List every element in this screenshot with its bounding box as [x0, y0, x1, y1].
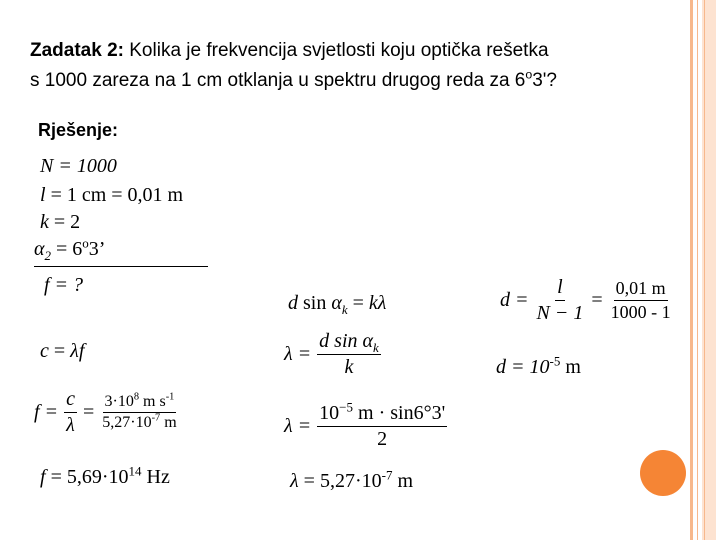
fraction: $\frac{10^{-5} m \cdot \sin 6^\circ 3'}{2}$	[319, 399, 446, 450]
given-divider	[34, 266, 208, 267]
given-alpha: $\alpha_2 = 6^o3$’	[34, 235, 106, 263]
f-result: $f = 5,69\cdot 10^{14}$ Hz	[40, 463, 170, 488]
problem-text-2-end: 3'?	[532, 70, 557, 91]
fraction: $\frac{0,01 m}{1000 - 1}$	[610, 278, 671, 322]
problem-line-2	[30, 67, 557, 92]
lambda-substitution: λ = $\frac{10^{-5} m \cdot \sin 6^\circ 3'}{2}$	[284, 399, 446, 450]
d-result: $d = 10^{-5}$ m	[496, 353, 581, 378]
fraction: $\frac{3\cdot 10^8 m s^{-1}}{5,27\cdot 10^{-7} m}$	[102, 391, 177, 431]
decor-stripe	[704, 0, 705, 540]
problem-text-2: s 1000 zareza na 1 cm otklanja u spektru drugog reda za 6	[30, 70, 526, 91]
given-N: N = 1000	[40, 155, 117, 177]
f-formula: f = $\frac{c}{\lambda}$ = $\frac{3\cdot 10^8 m s^{-1}}{5,27\cdot 10^{-7} m}$	[34, 388, 177, 436]
fraction: $\frac{d \sin \alpha_k}{k}$	[319, 330, 379, 378]
problem-line-1	[30, 40, 549, 62]
solution-heading: Rješenje:	[38, 120, 119, 140]
problem-text: Kolika je frekvencija svjetlosti koju optička rešetka	[123, 40, 549, 61]
fraction: $\frac{l}{N - 1}$	[536, 276, 584, 324]
decor-stripe	[697, 0, 698, 540]
d-formula: d = $\frac{l}{N - 1}$ = $\frac{0,01 m}{1000 - 1}$	[500, 276, 671, 324]
problem-label: Zadatak 2:	[30, 40, 124, 61]
given-k: k = 2	[40, 211, 81, 233]
unknown-f: f = ?	[44, 274, 84, 296]
degree-symbol: o	[525, 67, 533, 82]
lambda-result: $\lambda = 5,27\cdot 10^{-7}$ m	[290, 467, 414, 492]
c-equation: c = λf	[40, 340, 85, 362]
decor-stripe	[690, 0, 693, 540]
decor-circle	[640, 450, 686, 496]
given-l: l = 1 cm = 0,01 m	[40, 184, 184, 206]
lambda-formula: λ = $\frac{d \sin \alpha_k}{k}$	[284, 330, 379, 378]
fraction: $\frac{c}{\lambda}$	[66, 388, 75, 436]
grating-equation: d $\sin \alpha_k = k\lambda$	[288, 292, 387, 317]
